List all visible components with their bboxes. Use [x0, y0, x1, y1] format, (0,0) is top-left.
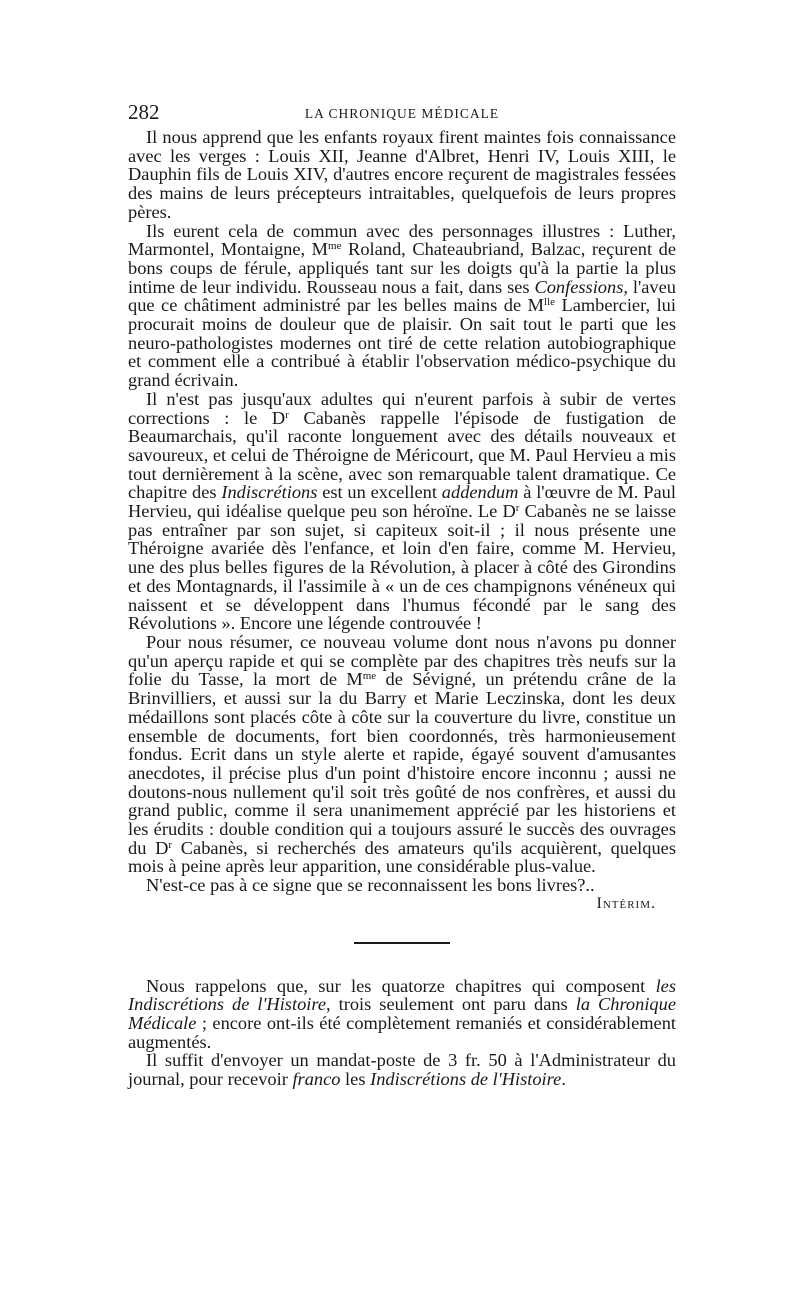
superscript: r: [285, 408, 289, 421]
note-paragraph-1: [128, 977, 676, 1052]
text-span: Ils eurent cela de commun avec des personnages illustres : Luther, Marmontel, Montaigne, M: [128, 220, 676, 260]
superscript: r: [515, 502, 520, 515]
text-span: à l'œuvre de M. Paul Hervieu, qui idéalise quelque peu son héroïne. Le D: [128, 482, 676, 522]
text-span: Lambercier, lui procurait moins de douleur que de plaisir. On sait tout le parti que les neuro-pathologistes modernes ont tiré de cette relation autobiographique et comment elle a contribué à établir l'observation médico-psychique du grand écrivain.: [128, 295, 676, 391]
text-span: Pour nous résumer, ce nouveau volume dont nous n'avons pu donner qu'un aperçu rapide et qui se complète par des chapitres très neufs sur la folie du Tasse, la mort de M: [128, 631, 676, 690]
italic-word: addendum: [441, 482, 519, 503]
text-span: Cabanès rappelle l'épisode de fustigation de Beaumarchais, qu'il raconte longuement avec des détails nouveaux et savoureux, et celui de Théroigne de Méricourt, que M. Paul Hervieu a mis tout dernièrement à la scène, avec son remarquable talent dramatique. Ce chapitre des: [128, 407, 677, 503]
text-span: de Sévigné, un prétendu crâne de la Brinvilliers, et aussi sur la du Barry et Marie Leczinska, dont les deux médaillons sont placés côte à côte sur la couverture du livre, constitue un ensemble de documents, fort bien coordonnés, très harmonieusement fondus. Ecrit dans un style alerte et rapide, égayé souvent d'amusantes anecdotes, il précise plus d'un point d'histoire encore inconnu ; aussi ne doutons-nous nullement qu'il soit très goûté de nos confrères, et aussi du grand public, comme il sera unanimement apprécié par les historiens et les érudits : double condition qui a toujours assuré le succès des ouvrages du D: [128, 669, 677, 858]
text-span: est un excellent: [317, 482, 442, 503]
paragraph-4: [128, 633, 676, 876]
signature: Intérim.: [596, 894, 656, 912]
italic-title: Indiscrétions de l'Histoire: [370, 1069, 562, 1090]
separator-rule: [354, 942, 450, 944]
note-paragraph-2: [128, 1051, 676, 1088]
page-header: [128, 100, 676, 128]
italic-title: la Chronique Médicale: [128, 994, 676, 1033]
text-span: Cabanès, si recherchés des amateurs qu'ils acquièrent, quelques mois à peine après leur apparition, une considérable plus-value.: [128, 837, 676, 877]
page-number: 282: [128, 100, 160, 124]
editorial-note: [128, 977, 676, 1089]
text-span: Nous rappelons que, sur les quatorze chapitres qui composent: [146, 975, 656, 996]
italic-title: Confessions,: [534, 276, 628, 297]
text-span: Cabanès ne se laisse pas entraîner par son sujet, si capiteux soit-il ; il nous présente une Théroigne avariée dès l'enfance, et loin d'en faire, comme M. Hervieu, une des plus belles figures de la Révolution, à placer à côté des Girondins et des Montagnards, il l'assimile à « un de ces champignons vénéneux qui naissent et se développent dans l'humus fécondé par le sang des Révolutions ». Encore une légende controuvée !: [128, 501, 676, 634]
superscript: lle: [543, 296, 555, 309]
text-span: l'aveu que ce châtiment administré par les belles mains de M: [128, 276, 676, 316]
paragraph-5: N'est-ce pas à ce signe que se reconnaissent les bons livres?..: [146, 875, 595, 896]
text-span: ; encore ont-ils été complètement remaniés et considérablement augmentés.: [128, 1012, 676, 1052]
text-span: Roland, Chateaubriand, Balzac, reçurent de bons coups de férule, appliqués tant sur les doigts qu'à la partie la plus intime de leur individu. Rousseau nous a fait, dans ses: [128, 239, 677, 297]
paragraph-2: [128, 222, 676, 390]
article-body: [128, 128, 676, 1089]
text-span: Il n'est pas jusqu'aux adultes qui n'eurent parfois à subir de vertes corrections : le D: [128, 388, 676, 428]
superscript: me: [328, 240, 342, 253]
text-span: .: [561, 1069, 566, 1090]
superscript: me: [362, 670, 377, 683]
italic-word: franco: [292, 1069, 341, 1090]
italic-title: Indiscrétions: [221, 482, 318, 503]
text-span: , trois seulement ont paru dans: [326, 994, 576, 1015]
italic-title: les Indiscrétions de l'Histoire: [128, 975, 676, 1015]
text-span: Il suffit d'envoyer un mandat-poste de 3 fr. 50 à l'Administrateur du journal, pour recevoir: [128, 1050, 676, 1090]
paragraph-3: [128, 390, 676, 633]
paragraph-1: Il nous apprend que les enfants royaux firent maintes fois connaissance avec les verges : Louis XII, Jeanne d'Albret, Henri IV, Louis XIII, le Dauphin fils de Louis XIV, d'autres encore reçurent de magistrales fessées des mains de leurs précepteurs intraitables, quelquefois de leurs propres pères.: [128, 127, 676, 222]
superscript: r: [168, 838, 173, 851]
text-span: les: [340, 1069, 371, 1090]
running-title: LA CHRONIQUE MÉDICALE: [304, 106, 500, 121]
